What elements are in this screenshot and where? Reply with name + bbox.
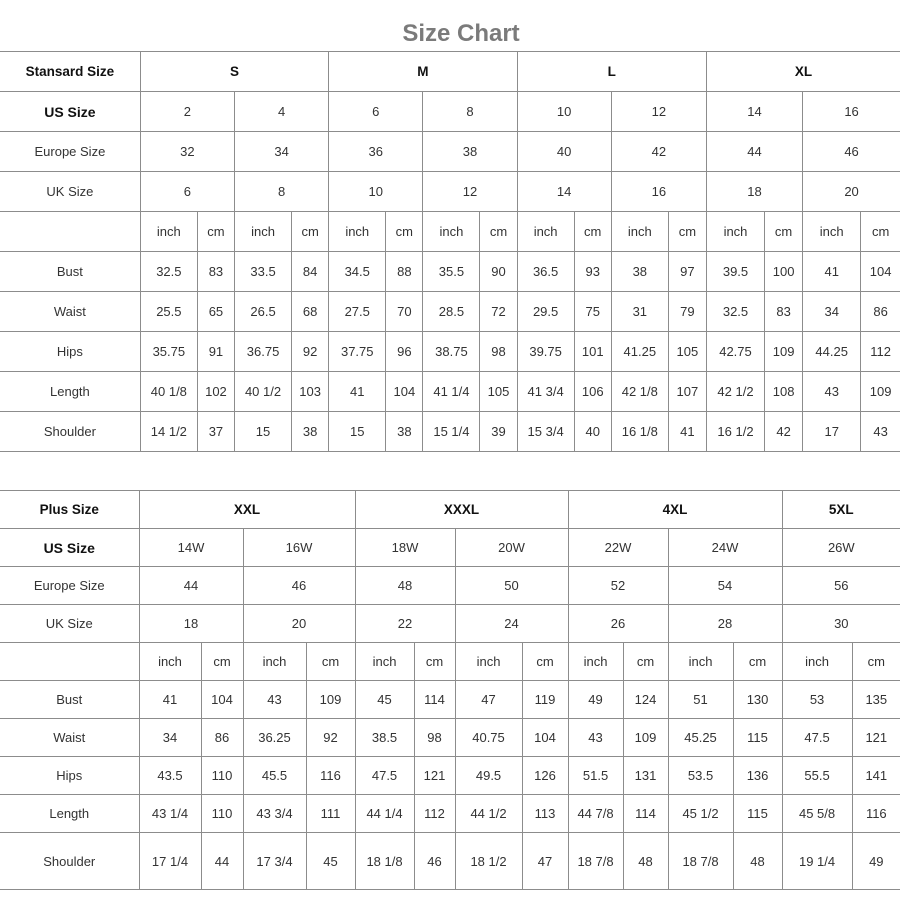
table-cell: 15 bbox=[234, 412, 291, 452]
measure-row-shoulder bbox=[0, 412, 900, 452]
table-cell: 93 bbox=[574, 252, 611, 292]
table-cell: 16 1/2 bbox=[706, 412, 764, 452]
size-label: 4XL bbox=[568, 491, 782, 529]
table-cell: 98 bbox=[480, 332, 517, 372]
table-cell: 30 bbox=[782, 605, 900, 643]
table-cell: 49 bbox=[568, 681, 623, 719]
table-cell: 38.75 bbox=[423, 332, 480, 372]
unit-cm: cm bbox=[623, 643, 668, 681]
unit-inch: inch bbox=[234, 212, 291, 252]
table-cell: 36 bbox=[329, 132, 423, 172]
table-cell: 35.75 bbox=[140, 332, 197, 372]
table-cell: 53.5 bbox=[668, 757, 733, 795]
table-cell: 114 bbox=[623, 795, 668, 833]
table-cell: 40 bbox=[574, 412, 611, 452]
table-cell: 48 bbox=[623, 833, 668, 890]
plus-measure-rows bbox=[0, 681, 900, 890]
measure-row-length bbox=[0, 795, 900, 833]
table-cell: 22 bbox=[355, 605, 455, 643]
table-cell: 47 bbox=[522, 833, 568, 890]
table-cell: 124 bbox=[623, 681, 668, 719]
table-cell: 6 bbox=[140, 172, 234, 212]
row-label: US Size bbox=[0, 92, 140, 132]
table-cell: 19 1/4 bbox=[782, 833, 852, 890]
table-cell: 34 bbox=[234, 132, 328, 172]
table-cell: 75 bbox=[574, 292, 611, 332]
table-cell: 10 bbox=[517, 92, 611, 132]
table-cell: 39.5 bbox=[706, 252, 764, 292]
table-cell: 26.5 bbox=[234, 292, 291, 332]
table-cell: 14 bbox=[517, 172, 611, 212]
table-cell: 84 bbox=[292, 252, 329, 292]
unit-inch: inch bbox=[706, 212, 764, 252]
table-cell: 8 bbox=[234, 172, 328, 212]
table-cell: 104 bbox=[386, 372, 423, 412]
table-cell: 22W bbox=[568, 529, 668, 567]
table-cell: 88 bbox=[386, 252, 423, 292]
table-cell: 101 bbox=[574, 332, 611, 372]
table-cell: 41 bbox=[803, 252, 861, 292]
table-cell: 12 bbox=[423, 172, 517, 212]
table-cell: 102 bbox=[197, 372, 234, 412]
unit-inch: inch bbox=[139, 643, 201, 681]
measure-row-shoulder bbox=[0, 833, 900, 890]
table-cell: 18 7/8 bbox=[568, 833, 623, 890]
unit-inch: inch bbox=[668, 643, 733, 681]
table-cell: 42 1/8 bbox=[611, 372, 668, 412]
table-cell: 43 bbox=[803, 372, 861, 412]
table-cell: 98 bbox=[414, 719, 455, 757]
unit-cm: cm bbox=[574, 212, 611, 252]
table-cell: 86 bbox=[861, 292, 900, 332]
table-cell: 36.5 bbox=[517, 252, 574, 292]
table-cell: 18 7/8 bbox=[668, 833, 733, 890]
row-label: Waist bbox=[0, 719, 139, 757]
table-cell: 42 bbox=[765, 412, 803, 452]
table-cell: 43 bbox=[861, 412, 900, 452]
table-cell: 83 bbox=[197, 252, 234, 292]
row-label: Europe Size bbox=[0, 567, 139, 605]
size-label: 5XL bbox=[782, 491, 900, 529]
size-label: S bbox=[140, 52, 328, 92]
unit-inch: inch bbox=[329, 212, 386, 252]
table-cell: 41 bbox=[329, 372, 386, 412]
table-cell: 20 bbox=[803, 172, 900, 212]
table-cell: 47 bbox=[455, 681, 522, 719]
measure-row-waist bbox=[0, 719, 900, 757]
row-label: Bust bbox=[0, 681, 139, 719]
unit-inch: inch bbox=[517, 212, 574, 252]
table-cell: 83 bbox=[765, 292, 803, 332]
row-label: Hips bbox=[0, 757, 139, 795]
table-cell: 43 bbox=[243, 681, 306, 719]
table-cell: 72 bbox=[480, 292, 517, 332]
table-cell: 54 bbox=[668, 567, 782, 605]
table-cell: 34 bbox=[139, 719, 201, 757]
unit-inch: inch bbox=[611, 212, 668, 252]
table-cell: 37 bbox=[197, 412, 234, 452]
table-cell: 126 bbox=[522, 757, 568, 795]
table-cell: 105 bbox=[668, 332, 706, 372]
table-cell: 28 bbox=[668, 605, 782, 643]
table-cell: 50 bbox=[455, 567, 568, 605]
table-cell: 49.5 bbox=[455, 757, 522, 795]
table-cell: 24W bbox=[668, 529, 782, 567]
table-cell: 141 bbox=[852, 757, 900, 795]
table-cell: 104 bbox=[861, 252, 900, 292]
table-cell: 104 bbox=[522, 719, 568, 757]
table-cell: 55.5 bbox=[782, 757, 852, 795]
table-cell: 92 bbox=[292, 332, 329, 372]
table-cell: 100 bbox=[765, 252, 803, 292]
row-label: Shoulder bbox=[0, 412, 140, 452]
table-cell: 45 1/2 bbox=[668, 795, 733, 833]
unit-cm: cm bbox=[522, 643, 568, 681]
table-cell: 40 1/8 bbox=[140, 372, 197, 412]
unit-cm: cm bbox=[306, 643, 355, 681]
size-label: XL bbox=[706, 52, 900, 92]
table-cell: 116 bbox=[306, 757, 355, 795]
table-cell: 38 bbox=[292, 412, 329, 452]
uk-size-row bbox=[0, 605, 900, 643]
table-cell: 44 bbox=[706, 132, 802, 172]
table-cell: 110 bbox=[201, 795, 243, 833]
measure-row-bust bbox=[0, 252, 900, 292]
table-cell: 40.75 bbox=[455, 719, 522, 757]
table-cell: 16 1/8 bbox=[611, 412, 668, 452]
table-cell: 119 bbox=[522, 681, 568, 719]
table-cell: 79 bbox=[668, 292, 706, 332]
row-label: Length bbox=[0, 795, 139, 833]
table-cell: 105 bbox=[480, 372, 517, 412]
row-label: Bust bbox=[0, 252, 140, 292]
table-cell: 106 bbox=[574, 372, 611, 412]
unit-inch: inch bbox=[423, 212, 480, 252]
table-cell: 131 bbox=[623, 757, 668, 795]
table-cell: 109 bbox=[861, 372, 900, 412]
table-cell: 45 bbox=[355, 681, 414, 719]
table-cell: 35.5 bbox=[423, 252, 480, 292]
table-cell: 16 bbox=[803, 92, 900, 132]
table-cell: 6 bbox=[329, 92, 423, 132]
table-cell: 20 bbox=[243, 605, 355, 643]
standard-size-table bbox=[0, 51, 900, 452]
us-size-row bbox=[0, 92, 900, 132]
table-cell: 32.5 bbox=[140, 252, 197, 292]
table-cell: 34.5 bbox=[329, 252, 386, 292]
table-cell: 111 bbox=[306, 795, 355, 833]
unit-row bbox=[0, 212, 900, 252]
table-cell: 116 bbox=[852, 795, 900, 833]
table-cell: 2 bbox=[140, 92, 234, 132]
row-label: Hips bbox=[0, 332, 140, 372]
table-cell: 27.5 bbox=[329, 292, 386, 332]
row-label bbox=[0, 212, 140, 252]
plus-size-table bbox=[0, 490, 900, 890]
row-label: UK Size bbox=[0, 605, 139, 643]
table-cell: 20W bbox=[455, 529, 568, 567]
table-cell: 44.25 bbox=[803, 332, 861, 372]
table-cell: 37.75 bbox=[329, 332, 386, 372]
table-cell: 65 bbox=[197, 292, 234, 332]
table-cell: 28.5 bbox=[423, 292, 480, 332]
uk-size-row bbox=[0, 172, 900, 212]
row-label: Shoulder bbox=[0, 833, 139, 890]
table-cell: 42.75 bbox=[706, 332, 764, 372]
table-cell: 36.25 bbox=[243, 719, 306, 757]
table-cell: 18 bbox=[139, 605, 243, 643]
table-cell: 47.5 bbox=[782, 719, 852, 757]
table-cell: 47.5 bbox=[355, 757, 414, 795]
unit-cm: cm bbox=[292, 212, 329, 252]
table-cell: 135 bbox=[852, 681, 900, 719]
table-cell: 39.75 bbox=[517, 332, 574, 372]
table-cell: 109 bbox=[765, 332, 803, 372]
table-cell: 45.25 bbox=[668, 719, 733, 757]
measure-row-length bbox=[0, 372, 900, 412]
table-cell: 18 1/2 bbox=[455, 833, 522, 890]
table-cell: 38 bbox=[611, 252, 668, 292]
table-cell: 15 3/4 bbox=[517, 412, 574, 452]
table-cell: 17 3/4 bbox=[243, 833, 306, 890]
table-cell: 26 bbox=[568, 605, 668, 643]
table-cell: 43 bbox=[568, 719, 623, 757]
table-cell: 39 bbox=[480, 412, 517, 452]
unit-inch: inch bbox=[568, 643, 623, 681]
table-cell: 8 bbox=[423, 92, 517, 132]
unit-inch: inch bbox=[455, 643, 522, 681]
table-cell: 121 bbox=[852, 719, 900, 757]
table-cell: 121 bbox=[414, 757, 455, 795]
table-cell: 31 bbox=[611, 292, 668, 332]
table-cell: 115 bbox=[733, 719, 782, 757]
row-label: Waist bbox=[0, 292, 140, 332]
table-cell: 45.5 bbox=[243, 757, 306, 795]
table-cell: 104 bbox=[201, 681, 243, 719]
table-cell: 44 bbox=[201, 833, 243, 890]
size-label: XXL bbox=[139, 491, 355, 529]
table-cell: 38 bbox=[386, 412, 423, 452]
table-cell: 4 bbox=[234, 92, 328, 132]
table-cell: 44 bbox=[139, 567, 243, 605]
europe-size-row bbox=[0, 567, 900, 605]
table-cell: 45 bbox=[306, 833, 355, 890]
table-cell: 51 bbox=[668, 681, 733, 719]
table-cell: 25.5 bbox=[140, 292, 197, 332]
table-cell: 14W bbox=[139, 529, 243, 567]
table-cell: 136 bbox=[733, 757, 782, 795]
unit-inch: inch bbox=[355, 643, 414, 681]
table-cell: 44 7/8 bbox=[568, 795, 623, 833]
standard-measure-rows bbox=[0, 252, 900, 452]
table-cell: 15 1/4 bbox=[423, 412, 480, 452]
table-cell: 109 bbox=[623, 719, 668, 757]
table-cell: 41 bbox=[139, 681, 201, 719]
table-cell: 41 bbox=[668, 412, 706, 452]
table-cell: 41 1/4 bbox=[423, 372, 480, 412]
unit-cm: cm bbox=[861, 212, 900, 252]
size-label: L bbox=[517, 52, 706, 92]
table-cell: 97 bbox=[668, 252, 706, 292]
measure-row-hips bbox=[0, 332, 900, 372]
table-cell: 41 3/4 bbox=[517, 372, 574, 412]
table-cell: 96 bbox=[386, 332, 423, 372]
table-cell: 44 1/4 bbox=[355, 795, 414, 833]
size-label-row bbox=[0, 491, 900, 529]
table-cell: 115 bbox=[733, 795, 782, 833]
row-label: Length bbox=[0, 372, 140, 412]
table-cell: 15 bbox=[329, 412, 386, 452]
table-cell: 43.5 bbox=[139, 757, 201, 795]
table-cell: 68 bbox=[292, 292, 329, 332]
table-cell: 16 bbox=[611, 172, 706, 212]
row-label bbox=[0, 643, 139, 681]
table-cell: 51.5 bbox=[568, 757, 623, 795]
size-label: XXXL bbox=[355, 491, 568, 529]
table-cell: 42 bbox=[611, 132, 706, 172]
table-cell: 18 bbox=[706, 172, 802, 212]
table-cell: 112 bbox=[861, 332, 900, 372]
table-cell: 29.5 bbox=[517, 292, 574, 332]
unit-inch: inch bbox=[782, 643, 852, 681]
table-cell: 92 bbox=[306, 719, 355, 757]
table-cell: 42 1/2 bbox=[706, 372, 764, 412]
table-cell: 56 bbox=[782, 567, 900, 605]
table-cell: 36.75 bbox=[234, 332, 291, 372]
unit-cm: cm bbox=[414, 643, 455, 681]
table-cell: 44 1/2 bbox=[455, 795, 522, 833]
table-cell: 38.5 bbox=[355, 719, 414, 757]
unit-inch: inch bbox=[140, 212, 197, 252]
table-cell: 41.25 bbox=[611, 332, 668, 372]
unit-cm: cm bbox=[765, 212, 803, 252]
table-cell: 24 bbox=[455, 605, 568, 643]
measure-row-hips bbox=[0, 757, 900, 795]
measure-row-waist bbox=[0, 292, 900, 332]
unit-cm: cm bbox=[668, 212, 706, 252]
table-cell: 108 bbox=[765, 372, 803, 412]
table-cell: 52 bbox=[568, 567, 668, 605]
table-cell: 43 3/4 bbox=[243, 795, 306, 833]
table-cell: 40 bbox=[517, 132, 611, 172]
unit-cm: cm bbox=[386, 212, 423, 252]
table-cell: 49 bbox=[852, 833, 900, 890]
table-cell: 48 bbox=[355, 567, 455, 605]
table-cell: 46 bbox=[803, 132, 900, 172]
row-label: US Size bbox=[0, 529, 139, 567]
unit-row bbox=[0, 643, 900, 681]
table-cell: 14 bbox=[706, 92, 802, 132]
table-cell: 46 bbox=[414, 833, 455, 890]
unit-cm: cm bbox=[852, 643, 900, 681]
table-cell: 26W bbox=[782, 529, 900, 567]
size-label-row bbox=[0, 52, 900, 92]
table-cell: 114 bbox=[414, 681, 455, 719]
table-cell: 86 bbox=[201, 719, 243, 757]
table-cell: 107 bbox=[668, 372, 706, 412]
table-cell: 34 bbox=[803, 292, 861, 332]
table-cell: 43 1/4 bbox=[139, 795, 201, 833]
page-title: Size Chart bbox=[402, 20, 520, 47]
table-cell: 112 bbox=[414, 795, 455, 833]
table-cell: 110 bbox=[201, 757, 243, 795]
unit-inch: inch bbox=[803, 212, 861, 252]
table-cell: 10 bbox=[329, 172, 423, 212]
table-cell: 18W bbox=[355, 529, 455, 567]
table-cell: 113 bbox=[522, 795, 568, 833]
europe-size-row bbox=[0, 132, 900, 172]
row-label: UK Size bbox=[0, 172, 140, 212]
measure-row-bust bbox=[0, 681, 900, 719]
table-cell: 70 bbox=[386, 292, 423, 332]
table-cell: 17 bbox=[803, 412, 861, 452]
table-cell: 17 1/4 bbox=[139, 833, 201, 890]
table-cell: 18 1/8 bbox=[355, 833, 414, 890]
table-cell: 45 5/8 bbox=[782, 795, 852, 833]
size-label: M bbox=[329, 52, 517, 92]
table-cell: 90 bbox=[480, 252, 517, 292]
table-cell: 14 1/2 bbox=[140, 412, 197, 452]
plus-size-header: Plus Size bbox=[0, 491, 139, 529]
table-cell: 91 bbox=[197, 332, 234, 372]
table-cell: 103 bbox=[292, 372, 329, 412]
table-cell: 16W bbox=[243, 529, 355, 567]
unit-cm: cm bbox=[480, 212, 517, 252]
table-cell: 32.5 bbox=[706, 292, 764, 332]
table-cell: 53 bbox=[782, 681, 852, 719]
table-cell: 46 bbox=[243, 567, 355, 605]
table-cell: 32 bbox=[140, 132, 234, 172]
unit-cm: cm bbox=[201, 643, 243, 681]
table-cell: 40 1/2 bbox=[234, 372, 291, 412]
us-size-row bbox=[0, 529, 900, 567]
table-cell: 109 bbox=[306, 681, 355, 719]
unit-cm: cm bbox=[197, 212, 234, 252]
unit-cm: cm bbox=[733, 643, 782, 681]
table-cell: 12 bbox=[611, 92, 706, 132]
table-cell: 48 bbox=[733, 833, 782, 890]
standard-size-header: Stansard Size bbox=[0, 52, 140, 92]
table-cell: 130 bbox=[733, 681, 782, 719]
unit-inch: inch bbox=[243, 643, 306, 681]
row-label: Europe Size bbox=[0, 132, 140, 172]
table-cell: 38 bbox=[423, 132, 517, 172]
table-cell: 33.5 bbox=[234, 252, 291, 292]
